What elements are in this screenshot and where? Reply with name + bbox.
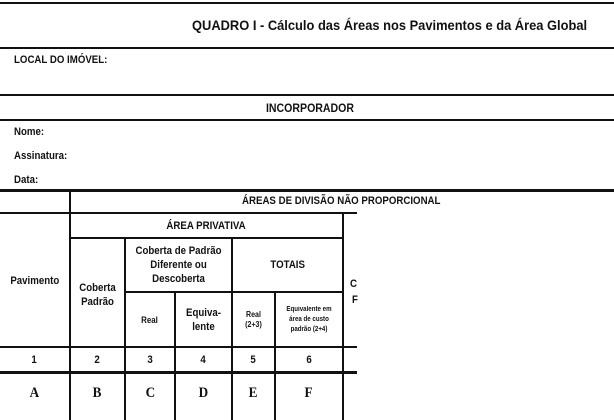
column-letter: A [29, 385, 40, 401]
page-title: QUADRO I - Cálculo das Áreas nos Pavimentos e da Área Global [192, 17, 588, 33]
totais-header: TOTAIS [270, 259, 305, 271]
equivalente-header: Equiva-lente [186, 307, 221, 333]
data-label: Data: [14, 174, 39, 186]
column-number: 1 [31, 353, 38, 366]
divider [0, 2, 614, 4]
cut-column-text: C [350, 278, 357, 290]
local-label: LOCAL DO IMÓVEL: [14, 54, 108, 66]
column-letter: C [145, 385, 155, 401]
divider [0, 94, 614, 96]
assinatura-label: Assinatura: [14, 150, 68, 162]
column-number: 3 [147, 353, 153, 366]
column-number: 2 [94, 353, 101, 366]
pavimento-header: Pavimento [10, 274, 59, 287]
column-letter: B [93, 385, 102, 401]
coberta-padrao-header: Coberta Padrão [79, 282, 116, 308]
table-border [0, 371, 357, 374]
group-heading: ÁREAS DE DIVISÃO NÃO PROPORCIONAL [242, 195, 441, 207]
real-total-header: Real (2+3) [245, 310, 262, 329]
divider [0, 189, 614, 192]
equivalente-total-header: Equivalente em área de custo padrão (2+4) [286, 306, 332, 333]
table-border [342, 212, 344, 420]
nome-label: Nome: [14, 126, 45, 138]
column-number: 5 [250, 353, 257, 366]
column-letter: D [198, 385, 209, 401]
column-number: 4 [200, 353, 207, 366]
divider [0, 119, 614, 121]
incorporador-heading: INCORPORADOR [266, 101, 355, 115]
divider [0, 47, 614, 49]
coberta-diferente-header: Coberta de Padrão Diferente ou Descoberta [135, 245, 222, 285]
column-letter: F [304, 385, 314, 401]
real-header: Real [141, 315, 159, 325]
cut-column-text: F [352, 294, 358, 306]
column-number: 6 [306, 353, 312, 366]
area-privativa-header: ÁREA PRIVATIVA [166, 219, 246, 232]
column-letter: E [249, 385, 258, 401]
